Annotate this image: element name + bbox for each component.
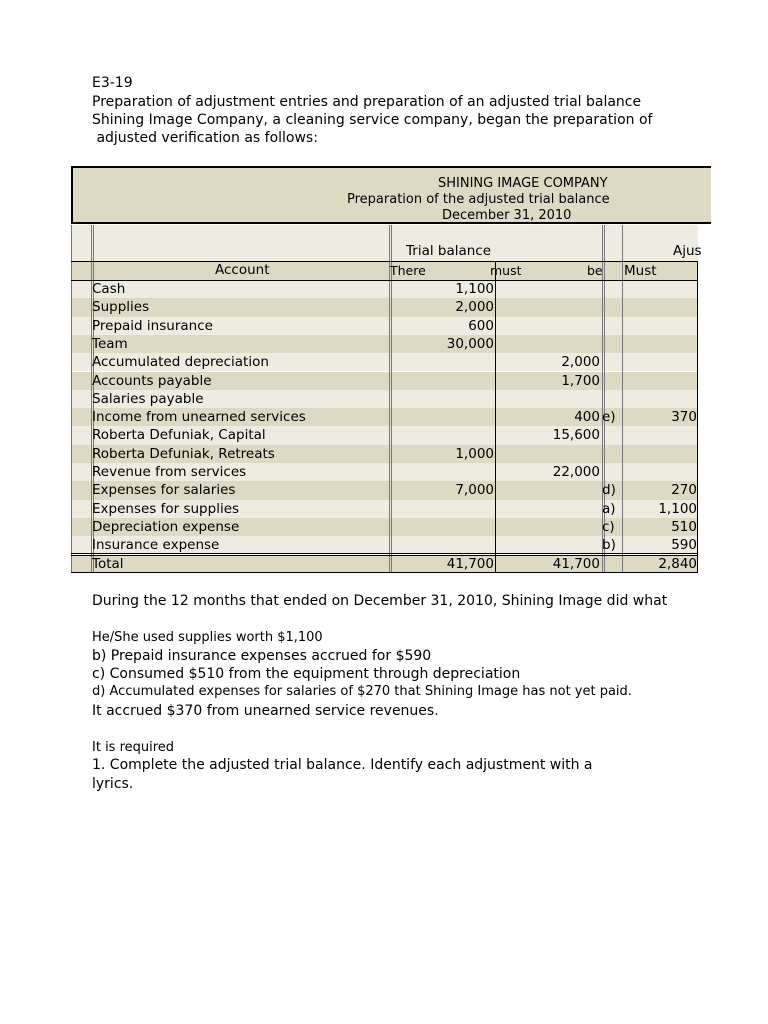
account-name: Accounts payable [92, 372, 212, 389]
credit-amount: 41,700 [552, 555, 600, 572]
intro-line-1: Shining Image Company, a cleaning service company, began the preparation of [92, 112, 653, 128]
column-divider [495, 261, 496, 573]
credit-column-header-suffix: be [587, 263, 603, 278]
account-name: Roberta Defuniak, Capital [92, 427, 266, 444]
item-e: It accrued $370 from unearned service revenues. [92, 703, 439, 719]
credit-amount: 400 [574, 409, 600, 426]
credit-amount: 22,000 [552, 464, 600, 480]
credit-amount: 15,600 [552, 427, 600, 444]
adjustment-amount: 370 [671, 409, 697, 426]
row-divider [71, 280, 698, 281]
account-name: Cash [92, 281, 126, 297]
adjustment-debit-header: Must [624, 263, 657, 279]
row-divider [71, 261, 698, 262]
exercise-id: E3-19 [92, 75, 133, 91]
adjustment-amount: 2,840 [658, 555, 697, 572]
debit-amount: 600 [468, 317, 494, 334]
adjustment-amount: 590 [671, 537, 697, 554]
account-name: Supplies [92, 299, 150, 316]
body-paragraph: During the 12 months that ended on December 31, 2010, Shining Image did what [92, 593, 668, 609]
account-name: Insurance expense [92, 537, 220, 554]
account-name: Expenses for supplies [92, 500, 240, 517]
adjustments-header: Ajus [673, 243, 702, 259]
item-b: b) Prepaid insurance expenses accrued for $590 [92, 648, 432, 664]
row-divider [71, 555, 698, 556]
account-name: Roberta Defuniak, Retreats [92, 445, 275, 462]
debit-amount: 30,000 [446, 335, 494, 352]
account-name: Accumulated depreciation [92, 354, 269, 371]
adjustment-letter: c) [602, 518, 615, 535]
column-divider [622, 225, 623, 573]
account-name: Prepaid insurance [92, 317, 213, 334]
account-name: Revenue from services [92, 464, 247, 480]
adjustment-letter: d) [602, 482, 616, 499]
account-name: Expenses for salaries [92, 482, 236, 499]
adjustment-letter: e) [602, 409, 616, 426]
account-name: Depreciation expense [92, 518, 240, 535]
column-divider [71, 225, 72, 573]
account-column-header: Account [215, 262, 270, 278]
debit-amount: 2,000 [455, 299, 494, 316]
debit-amount: 1,000 [455, 445, 494, 462]
table-subtitle: Preparation of the adjusted trial balance [347, 192, 610, 207]
adjustment-amount: 270 [671, 482, 697, 499]
credit-column-header: must [490, 263, 522, 278]
account-name: Total [92, 555, 124, 572]
account-name: Team [92, 335, 128, 352]
item-d: d) Accumulated expenses for salaries of $270 that Shining Image has not yet paid. [92, 684, 632, 699]
trial-balance-header: Trial balance [406, 243, 492, 259]
adjustment-letter: b) [602, 537, 616, 554]
question-1-line-2: lyrics. [92, 776, 134, 792]
credit-amount: 1,700 [561, 372, 600, 389]
intro-line-2: adjusted verification as follows: [92, 130, 318, 146]
exercise-heading: Preparation of adjustment entries and preparation of an adjusted trial balance [92, 94, 642, 110]
column-divider [697, 261, 698, 573]
debit-amount: 1,100 [455, 281, 494, 297]
requirement-label: It is required [92, 740, 175, 755]
question-1-line-1: 1. Complete the adjusted trial balance. Identify each adjustment with a [92, 757, 593, 773]
debit-amount: 7,000 [455, 482, 494, 499]
company-name: SHINING IMAGE COMPANY [438, 176, 608, 191]
debit-amount: 41,700 [446, 555, 494, 572]
table-date: December 31, 2010 [442, 208, 572, 223]
credit-amount: 2,000 [561, 354, 600, 371]
adjustment-amount: 510 [671, 518, 697, 535]
row-divider [71, 572, 698, 573]
item-c: c) Consumed $510 from the equipment through depreciation [92, 666, 521, 682]
adjustment-amount: 1,100 [658, 500, 697, 517]
adjustment-letter: a) [602, 500, 616, 517]
account-name: Salaries payable [92, 390, 204, 407]
debit-column-header: There [390, 263, 426, 278]
account-name: Income from unearned services [92, 409, 306, 426]
item-a: He/She used supplies worth $1,100 [92, 630, 323, 645]
